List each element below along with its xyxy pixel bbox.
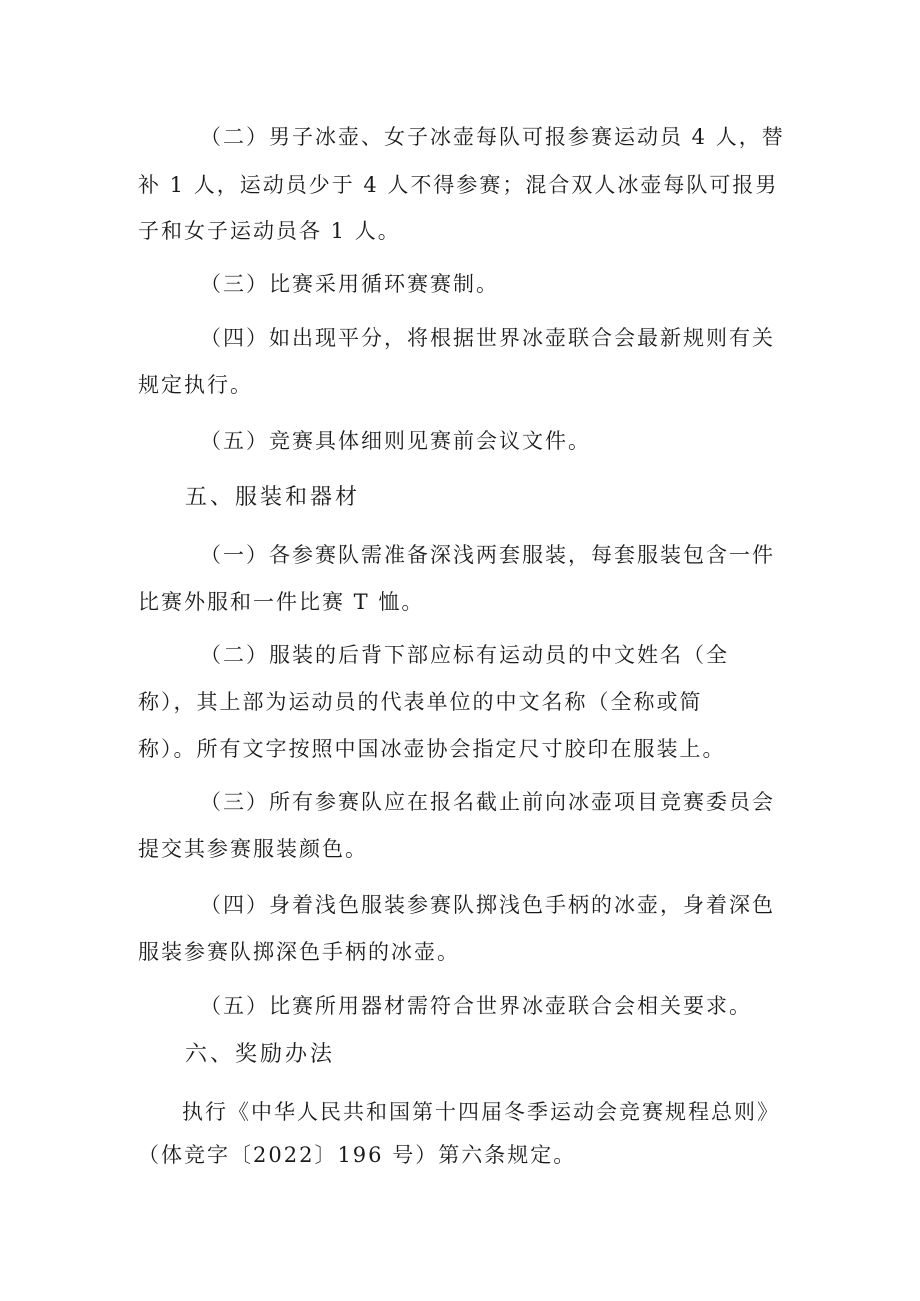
section6-body-line2: （体竞字〔2022〕196 号）第六条规定。 <box>138 1143 577 1167</box>
section4-item4-line2: 规定执行。 <box>138 373 253 397</box>
section5-item1-line2: 比赛外服和一件比赛 T 恤。 <box>138 590 425 614</box>
section4-item2-line2: 补 1 人，运动员少于 4 人不得参赛；混合双人冰壶每队可报男 <box>138 173 779 197</box>
section5-item1-line1: （一）各参赛队需准备深浅两套服装，每套服装包含一件 <box>200 543 775 567</box>
section4-item2-line1: （二）男子冰壶、女子冰壶每队可报参赛运动员 4 人，替 <box>200 125 785 149</box>
section4-item3-line1: （三）比赛采用循环赛赛制。 <box>200 272 499 296</box>
section4-item2-line3: 子和女子运动员各 1 人。 <box>138 219 401 243</box>
section5-item2-line3: 称）。所有文字按照中国冰壶协会指定尺寸胶印在服装上。 <box>138 737 726 761</box>
section4-item5-line1: （五）竞赛具体细则见赛前会议文件。 <box>200 429 591 453</box>
section5-item5-line1: （五）比赛所用器材需符合世界冰壶联合会相关要求。 <box>200 994 752 1018</box>
section5-heading: 五、服装和器材 <box>185 485 361 510</box>
section5-item4-line1: （四）身着浅色服装参赛队掷浅色手柄的冰壶，身着深色 <box>200 893 775 917</box>
section6-body-line1: 执行《中华人民共和国第十四届冬季运动会竞赛规程总则》 <box>182 1100 780 1124</box>
section5-item2-line1: （二）服装的后背下部应标有运动员的中文姓名（全 <box>200 643 729 667</box>
section5-item3-line1: （三）所有参赛队应在报名截止前向冰壶项目竞赛委员会 <box>200 790 775 814</box>
section6-heading: 六、奖励办法 <box>185 1042 336 1067</box>
section5-item3-line2: 提交其参赛服装颜色。 <box>138 837 368 861</box>
section4-item4-line1: （四）如出现平分，将根据世界冰壶联合会最新规则有关 <box>200 326 775 350</box>
section5-item4-line2: 服装参赛队掷深色手柄的冰壶。 <box>138 940 460 964</box>
section5-item2-line2: 称），其上部为运动员的代表单位的中文名称（全称或简 <box>138 690 703 714</box>
